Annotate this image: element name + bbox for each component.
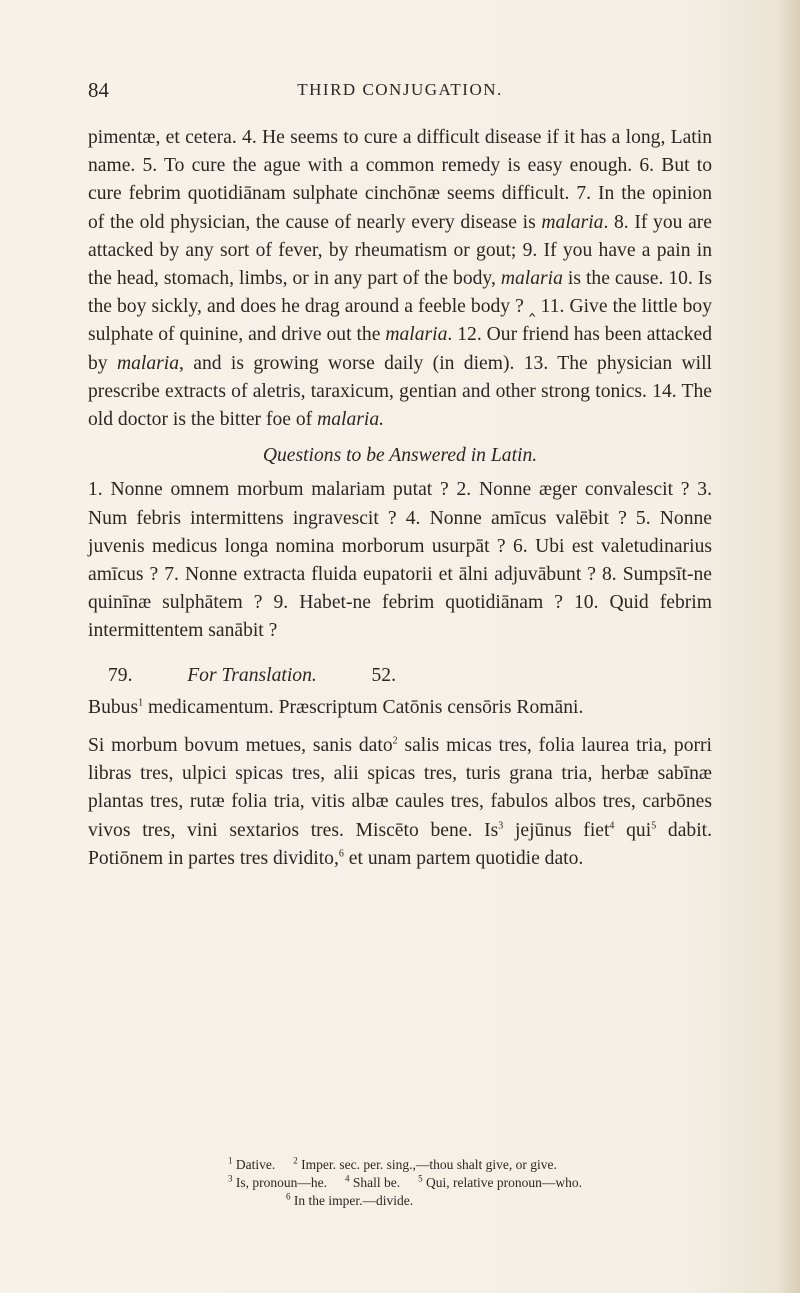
italic-word: malaria — [541, 211, 604, 233]
footnotes — [88, 1156, 712, 1210]
exercise-text: , and is growing worse daily (in diem). 13. The physician will prescribe extracts of aletris, taraxicum, gentian and other strong tonics. 14. The old doctor is the bitter foe of — [88, 352, 712, 431]
footnote-6 — [286, 1192, 413, 1210]
translation-text: salis micas tres, folia laurea tria, porri libras tres, ulpici spicas tres, alii spicas tres, turis grana tria, herbæ sabīnæ plantas tres, rutæ folia tria, vitis albæ caules tres, fabulos albos tres, carbōnes vivos tres, vini sextarios tres. Miscēto bene. Is — [88, 735, 712, 841]
footnote-number: 6 — [286, 1191, 291, 1202]
translation-text: qui — [614, 819, 652, 841]
footnote-row — [88, 1174, 712, 1192]
footnote-marker: 1 — [138, 697, 144, 709]
translation-text: medicamentum. Præscriptum Catōnis censōris Romāni. — [143, 696, 584, 718]
footnote-number: 5 — [418, 1173, 423, 1184]
translation-text: et unam partem quotidie dato. — [343, 847, 584, 869]
footnote-text: Shall be. — [352, 1175, 401, 1190]
page-header — [88, 78, 712, 108]
exercise-text: pimentæ, et cetera. 4. He seems to cure a difficult disease if it has a long, Latin name. 5. To cure the ague with a common remedy is easy enough. 6. But to cure febrim quotidiānam sulphate cinchōnæ seems difficult. 7. In the opinion of the old physician, the cause of nearly every disease is — [88, 127, 712, 233]
footnote-2 — [293, 1156, 557, 1174]
exercise-number-left: 79. — [108, 664, 133, 686]
exercise-text: . 8. If you are attacked by any sort of fever, by rheumatism or gout; 9. If you have a pain in the head, stomach, limbs, or in any part of the body, — [88, 211, 713, 290]
running-head: THIRD CONJUGATION. — [297, 80, 503, 99]
footnote-text: Qui, relative pronoun—who. — [426, 1175, 582, 1190]
page-number: 84 — [88, 78, 109, 102]
footnote-marker: 3 — [498, 820, 504, 832]
translation-heading-row — [88, 662, 712, 690]
italic-word: malaria — [385, 324, 448, 346]
italic-word: malaria — [116, 352, 180, 374]
footnote-row — [88, 1192, 712, 1210]
translation-text: dabit. Potiōnem in partes tres dividito, — [88, 819, 712, 869]
exercise-text: is the cause. 10. Is the boy sickly, and does he drag around a feeble body ? ‸ 11. Give the little boy sulphate of quinine, and drive out the — [88, 268, 712, 346]
exercise-number-right: 52. — [371, 664, 396, 686]
footnote-marker: 4 — [609, 820, 615, 832]
translation-heading: For Translation. — [187, 664, 317, 686]
footnote-3 — [228, 1174, 327, 1192]
footnote-number: 1 — [228, 1155, 233, 1166]
footnote-number: 3 — [228, 1173, 233, 1184]
footnote-number: 2 — [293, 1155, 298, 1166]
exercise-text: . 12. Our friend has been attacked by — [88, 324, 712, 374]
footnote-number: 4 — [345, 1173, 350, 1184]
footnote-text: Is, pronoun—he. — [235, 1175, 327, 1190]
footnote-text: Dative. — [235, 1157, 276, 1172]
italic-word: malaria — [500, 268, 563, 290]
footnote-marker: 2 — [392, 735, 398, 747]
footnote-marker: 6 — [338, 848, 344, 860]
footnote-1 — [228, 1156, 275, 1174]
translation-text: jejūnus fiet — [503, 819, 610, 841]
footnote-5 — [418, 1174, 582, 1192]
footnote-text: Imper. sec. per. sing.,—thou shalt give, or give. — [301, 1157, 557, 1172]
footnote-marker: 5 — [651, 820, 657, 832]
footnote-row — [88, 1156, 712, 1174]
footnote-4 — [345, 1174, 400, 1192]
questions-paragraph: 1. Nonne omnem morbum malariam putat ? 2. Nonne æger convalescit ? 3. Num febris intermittens ingravescit ? 4. Nonne amīcus valēbit ? 5. Nonne juvenis medicus longa nomina morborum usurpāt ? 6. Ubi est valetudinarius amīcus ? 7. Nonne extracta fluida eupatorii et ālni adjuvābunt ? 8. Sumpsīt-ne quinīnæ sulphātem ? 9. Habet-ne febrim quotidiānam ? 10. Quid febrim intermittentem sanābit ? — [88, 479, 712, 642]
translation-text: Bubus — [88, 696, 139, 718]
italic-word: malaria. — [317, 409, 385, 431]
questions-heading: Questions to be Answered in Latin. — [262, 445, 538, 467]
translation-paragraph — [88, 732, 712, 873]
page-body — [88, 124, 712, 873]
footnote-text: In the imper.—divide. — [293, 1193, 414, 1208]
english-exercise-paragraph — [88, 124, 712, 434]
translation-text: Si morbum bovum metues, sanis dato — [88, 735, 393, 757]
translation-title-paragraph — [88, 694, 712, 722]
